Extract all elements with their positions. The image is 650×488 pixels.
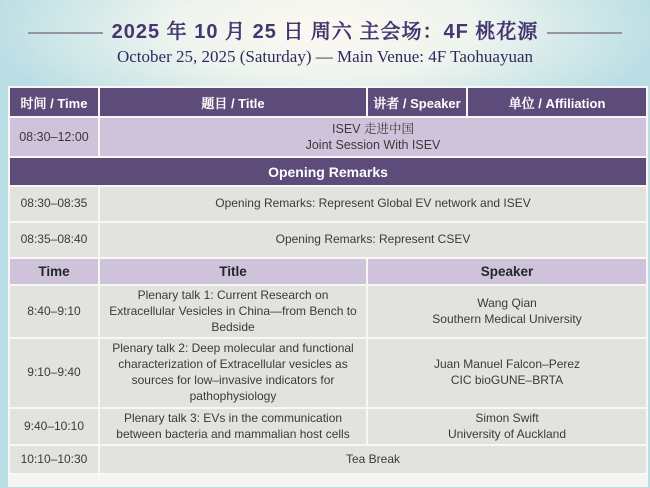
stub-cell [100,475,646,485]
row-description: Tea Break [100,446,646,473]
schedule-row-opening-2 [10,223,646,257]
sub-header-title: Title [100,259,366,284]
speaker-cell [368,286,646,337]
date-venue-heading [0,0,650,44]
stub-cell [10,475,98,485]
schedule-row-plenary-3 [10,409,646,445]
row-time: 9:10–9:40 [10,339,98,406]
column-header-speaker: 讲者 / Speaker [368,88,466,116]
row-time: 08:30–08:35 [10,187,98,221]
session-title-cn: ISEV 走进中国 [332,121,414,136]
left-rule-line [28,32,103,34]
speaker-affiliation: CIC bioGUNE–BRTA [450,373,564,388]
talk-title: Plenary talk 2: Deep molecular and functional characterization of Extracellular vesicles as sources for low–invasive indicators for pathophysiology [100,339,366,406]
section-band-opening-remarks [10,158,646,185]
title-chinese: 2025 年 10 月 25 日 周六 主会场：4F 桃花源 [111,21,539,43]
column-header-time: 时间 / Time [10,88,98,116]
speaker-cell [368,409,646,445]
section-band-label: Opening Remarks [10,158,646,185]
schedule-row-plenary-1 [10,286,646,337]
schedule-row-plenary-2 [10,339,646,406]
speaker-name: Simon Swift [475,410,539,425]
right-rule-line [547,32,622,34]
talk-title: Plenary talk 3: EVs in the communication between bacteria and mammalian host cells [100,409,366,445]
sub-header-row [10,259,646,284]
row-time: 8:40–9:10 [10,286,98,337]
session-title-en: Joint Session With ISEV [305,138,441,152]
speaker-name: Juan Manuel Falcon–Perez [433,357,581,372]
session-title [100,118,646,156]
column-header-title: 题目 / Title [100,88,366,116]
session-row-isev [10,118,646,156]
table-header-row [10,88,646,116]
schedule-row-opening-1 [10,187,646,221]
sub-header-time: Time [10,259,98,284]
row-time: 10:10–10:30 [10,446,98,473]
row-time: 9:40–10:10 [10,409,98,445]
speaker-affiliation: University of Auckland [447,426,567,441]
next-row-partial [10,475,646,485]
row-description: Opening Remarks: Represent Global EV network and ISEV [100,187,646,221]
session-time: 08:30–12:00 [10,118,98,156]
sub-header-speaker: Speaker [368,259,646,284]
column-header-affiliation: 单位 / Affiliation [468,88,646,116]
speaker-affiliation: Southern Medical University [432,311,582,326]
speaker-name: Wang Qian [477,295,537,310]
speaker-cell [368,339,646,406]
title-english: October 25, 2025 (Saturday) — Main Venue: 4F Taohuayuan [116,47,534,66]
row-time: 08:35–08:40 [10,223,98,257]
program-schedule-table [8,86,648,487]
talk-title: Plenary talk 1: Current Research on Extracellular Vesicles in China—from Bench to Bedside [100,286,366,337]
row-description: Opening Remarks: Represent CSEV [100,223,646,257]
schedule-row-tea-break [10,446,646,473]
